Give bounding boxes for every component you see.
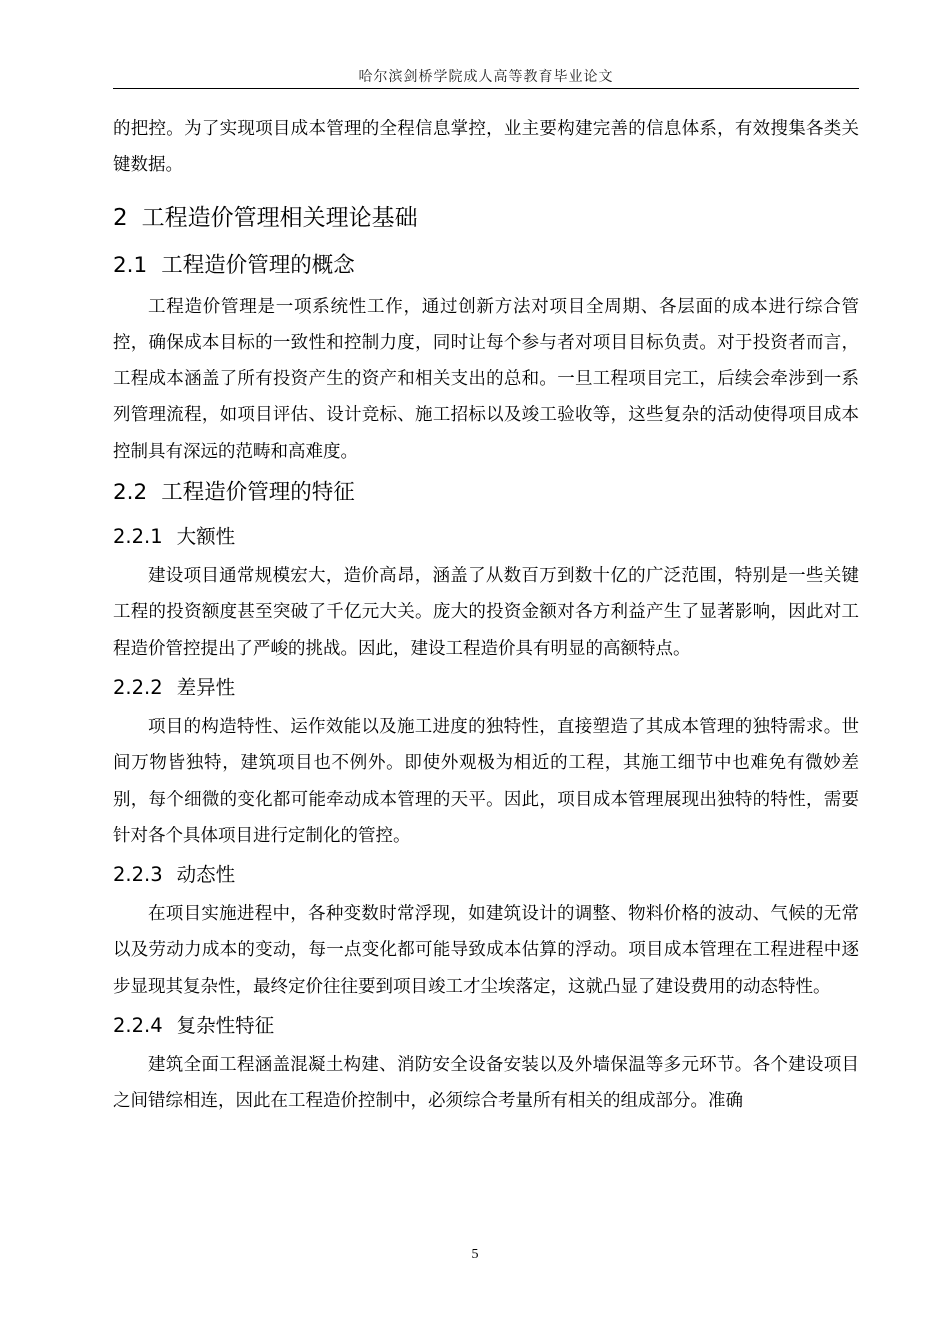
section-number: 2.2	[113, 480, 148, 506]
heading-section-2-2-1	[113, 516, 859, 558]
section-title: 工程造价管理的特征	[161, 480, 355, 506]
document-body	[113, 111, 859, 1120]
section-title: 工程造价管理的概念	[161, 252, 355, 278]
heading-section-2	[113, 193, 859, 243]
heading-section-2-2-2	[113, 667, 859, 709]
paragraph-2-2-4: 建筑全面工程涵盖混凝土构建、消防安全设备安装以及外墙保温等多元环节。各个建设项目之间错综相连，因此在工程造价控制中，必须综合考量所有相关的组成部分。准确	[113, 1055, 859, 1112]
heading-section-2-1	[113, 243, 859, 289]
section-title: 差异性	[176, 675, 236, 699]
section-title: 大额性	[176, 525, 236, 549]
paragraph-2-2-2: 项目的构造特性、运作效能以及施工进度的独特性，直接塑造了其成本管理的独特需求。世间万物皆独特，建筑项目也不例外。即使外观极为相近的工程，其施工细节中也难免有微妙差别，每个细微的变化都可能牵动成本管理的天平。因此，项目成本管理展现出独特的特性，需要针对各个具体项目进行定制化的管控。	[113, 716, 859, 846]
section-title: 工程造价管理相关理论基础	[141, 204, 418, 231]
heading-section-2-2	[113, 470, 859, 516]
heading-section-2-2-3	[113, 854, 859, 896]
section-number: 2.2.1	[113, 525, 163, 549]
section-number: 2.1	[113, 252, 148, 278]
paragraph-intro: 的把控。为了实现项目成本管理的全程信息掌控，业主要构建完善的信息体系，有效搜集各类关键数据。	[113, 119, 859, 176]
heading-section-2-2-4	[113, 1005, 859, 1047]
section-number: 2	[113, 204, 128, 231]
section-number: 2.2.3	[113, 863, 163, 887]
running-header: 哈尔滨剑桥学院成人高等教育毕业论文	[358, 69, 614, 85]
paragraph-2-2-3: 在项目实施进程中，各种变数时常浮现，如建筑设计的调整、物料价格的波动、气候的无常以及劳动力成本的变动，每一点变化都可能导致成本估算的浮动。项目成本管理在工程进程中逐步显现其复杂性，最终定价往往要到项目竣工才尘埃落定，这就凸显了建设费用的动态特性。	[113, 904, 859, 997]
header-rule	[113, 88, 859, 89]
section-title: 复杂性特征	[176, 1014, 275, 1038]
section-number: 2.2.4	[113, 1014, 163, 1038]
paragraph-2-1: 工程造价管理是一项系统性工作，通过创新方法对项目全周期、各层面的成本进行综合管控，确保成本目标的一致性和控制力度，同时让每个参与者对项目目标负责。对于投资者而言，工程成本涵盖了所有投资产生的资产和相关支出的总和。一旦工程项目完工，后续会牵涉到一系列管理流程，如项目评估、设计竞标、施工招标以及竣工验收等，这些复杂的活动使得项目成本控制具有深远的范畴和高难度。	[113, 296, 859, 462]
page-number: 5	[471, 1247, 479, 1262]
section-title: 动态性	[176, 863, 236, 887]
section-number: 2.2.2	[113, 675, 163, 699]
paragraph-2-2-1: 建设项目通常规模宏大，造价高昂，涵盖了从数百万到数十亿的广泛范围，特别是一些关键工程的投资额度甚至突破了千亿元大关。庞大的投资金额对各方利益产生了显著影响，因此对工程造价管控提出了严峻的挑战。因此，建设工程造价具有明显的高额特点。	[113, 566, 859, 659]
